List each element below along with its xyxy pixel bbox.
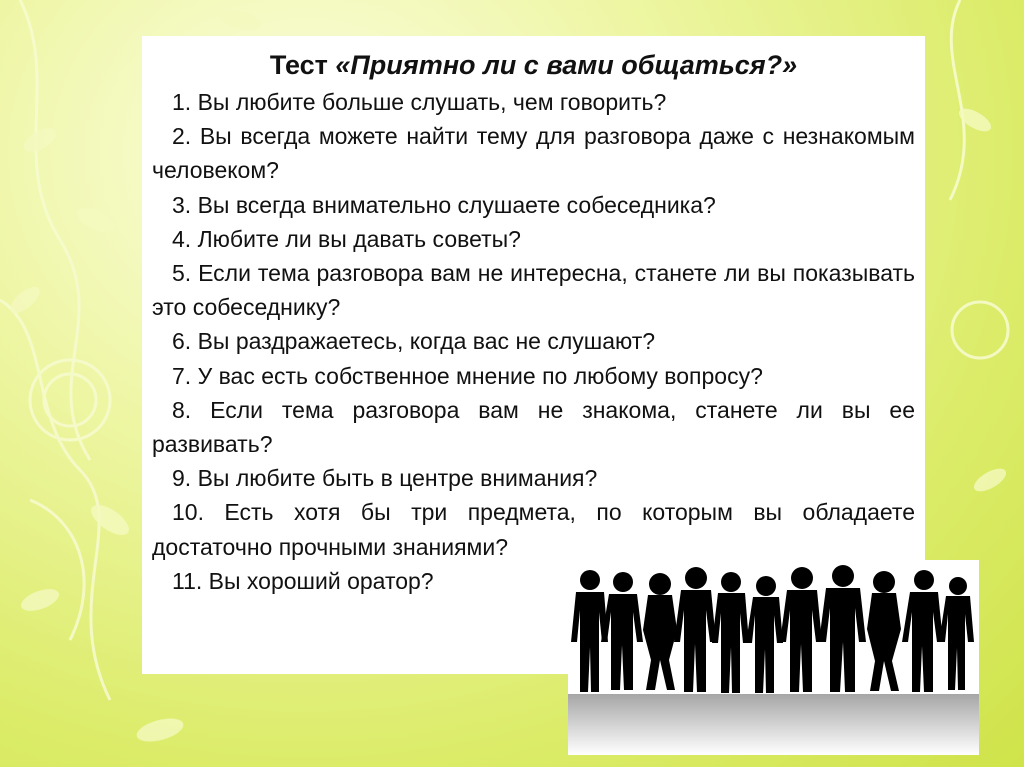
question-item: 9. Вы любите быть в центре внимания? <box>172 465 598 492</box>
question-item: 6. Вы раздражаетесь, когда вас не слушают? <box>172 328 656 355</box>
title-prefix: Тест <box>269 50 336 80</box>
people-silhouettes-picture <box>568 560 979 755</box>
page-title <box>152 48 915 82</box>
question-list <box>152 85 915 598</box>
title-quoted: «Приятно ли с вами общаться?» <box>335 50 798 80</box>
question-item: 5. Если тема разговора вам не интересна, станете ли вы показывать это собеседнику? <box>152 260 915 321</box>
question-item: 4. Любите ли вы давать советы? <box>172 225 521 252</box>
question-item: 3. Вы всегда внимательно слушаете собеседника? <box>172 191 716 218</box>
question-item: 11. Вы хороший оратор? <box>172 567 434 594</box>
question-item: 1. Вы любите больше слушать, чем говорить? <box>172 89 667 115</box>
question-item: 10. Есть хотя бы три предмета, по которым вы обладаете достаточно прочными знаниями? <box>152 499 915 560</box>
question-item: 7. У вас есть собственное мнение по любому вопросу? <box>172 362 763 389</box>
question-item: 2. Вы всегда можете найти тему для разговора даже с незнакомым человеком? <box>152 123 915 184</box>
question-item: 8. Если тема разговора вам не знакома, станете ли вы ее развивать? <box>152 396 915 458</box>
